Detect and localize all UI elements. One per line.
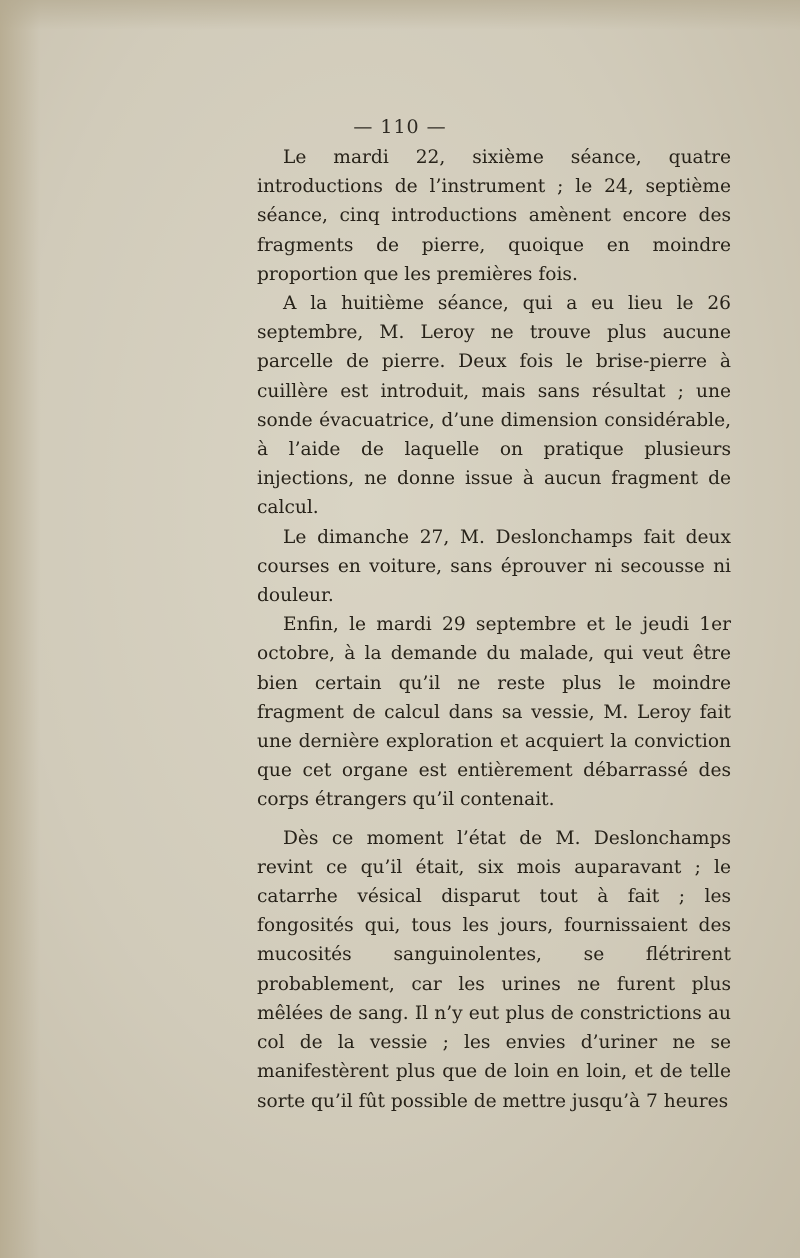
paragraph-1: Le mardi 22, sixième séance, quatre introductions de l’instrument ; le 24, septième séance, cinq introductions amènent encore des fragments de pierre, quoique en moindre proportion que les premières fois. [257,147,731,285]
page-shadow-top [0,0,800,30]
page-number: — 110 — [353,116,447,138]
paragraph-4: Enfin, le mardi 29 septembre et le jeudi 1er octobre, à la demande du malade, qui veut être bien certain qu’il ne reste plus le moindre fragment de calcul dans sa vessie, M. Leroy fait une dernière exploration et acquiert la conviction que cet organe est entièrement débarrassé des corps étrangers qu’il contenait. [257,614,731,811]
page-shadow-left [0,0,40,1258]
body-text [257,143,731,1116]
paragraph-5: Dès ce moment l’état de M. Deslonchamps revint ce qu’il était, six mois auparavant ; le catarrhe vésical disparut tout à fait ; les fongosités qui, tous les jours, fournissaient des mucosités sanguinolentes, se flétrirent probablement, car les urines ne furent plus mêlées de sang. Il n’y eut plus de constrictions au col de la vessie ; les envies d’uriner ne se manifestèrent plus que de loin en loin, et de telle sorte qu’il fût possible de mettre jusqu’à 7 heures [257,827,731,1112]
paragraph-3: Le dimanche 27, M. Deslonchamps fait deux courses en voiture, sans éprouver ni secousse ni douleur. [257,526,731,607]
paragraph-2: A la huitième séance, qui a eu lieu le 26 septembre, M. Leroy ne trouve plus aucune parcelle de pierre. Deux fois le brise-pierre à cuillère est introduit, mais sans résultat ; une sonde évacuatrice, d’une dimension considérable, à l’aide de laquelle on pratique plusieurs injections, ne donne issue à aucun fragment de calcul. [257,293,731,519]
